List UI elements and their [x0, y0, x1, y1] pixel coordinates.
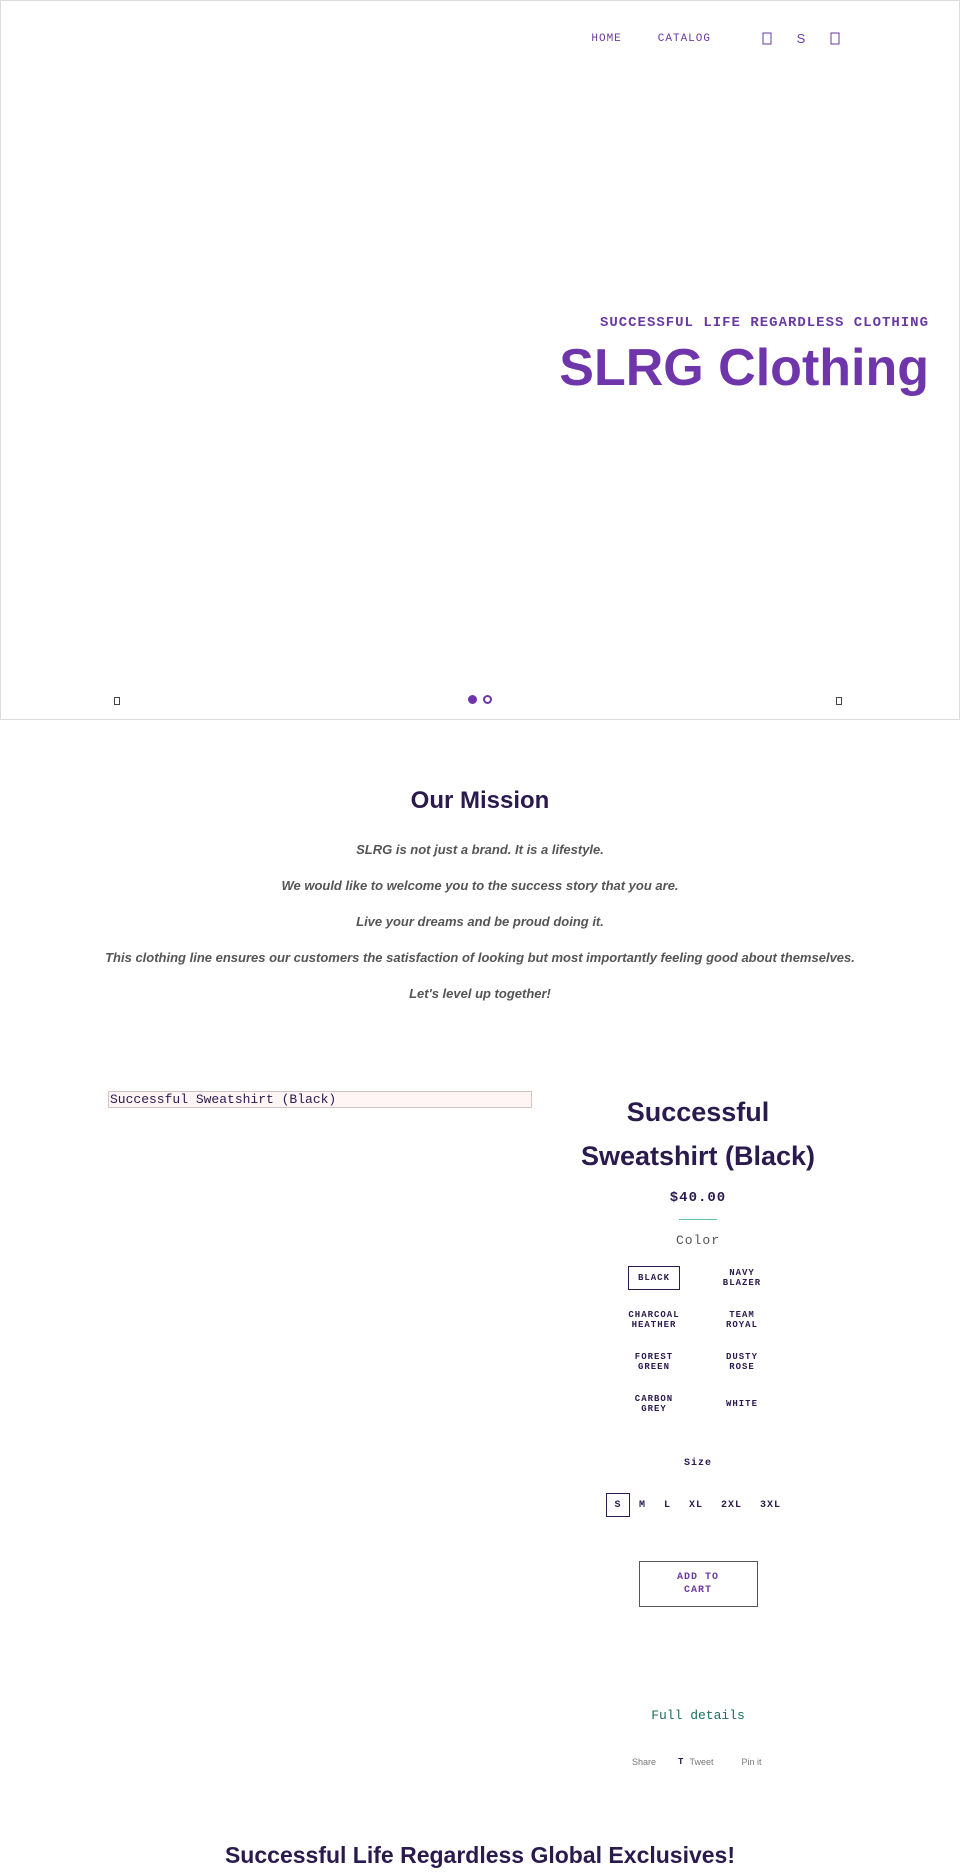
nav-catalog-link[interactable]: CATALOG [657, 32, 711, 45]
color-option-label: FOREST GREEN [634, 1352, 674, 1372]
nav-home-link[interactable]: HOME [591, 32, 622, 45]
mission-line: SLRG is not just a brand. It is a lifestyle. [356, 842, 604, 857]
hero-caption [559, 315, 929, 396]
add-to-cart-button[interactable] [639, 1561, 758, 1607]
hero-title: SLRG Clothing [559, 339, 929, 397]
color-options [560, 1266, 836, 1416]
product-title: Successful Sweatshirt (Black) [580, 1097, 816, 1171]
slide-dot-1[interactable] [468, 695, 477, 704]
mission-line: We would like to welcome you to the success story that you are. [281, 878, 679, 893]
user-icon[interactable] [753, 32, 781, 45]
color-option-carbon-grey[interactable] [610, 1392, 698, 1416]
slide-dot-2[interactable] [483, 695, 492, 704]
size-option-l[interactable]: L [663, 1499, 671, 1511]
color-option-label: DUSTY ROSE [725, 1352, 758, 1372]
hero-slideshow [0, 0, 960, 720]
slide-prev-arrow-icon[interactable] [114, 697, 124, 707]
pin-label: Pin it [741, 1757, 762, 1767]
product-image[interactable]: Successful Sweatshirt (Black) [108, 1091, 532, 1108]
mission-heading: Our Mission [410, 787, 550, 814]
cart-icon[interactable] [821, 32, 849, 45]
color-option-navy-blazer[interactable] [698, 1266, 786, 1290]
color-option-dusty-rose[interactable] [698, 1350, 786, 1374]
size-option-2xl[interactable]: 2XL [721, 1499, 743, 1511]
size-option-3xl[interactable]: 3XL [760, 1499, 782, 1511]
share-label: Share [632, 1757, 657, 1767]
color-option-black[interactable]: BLACK [628, 1266, 680, 1290]
add-to-cart-label: ADD TO CART [676, 1572, 719, 1596]
price-divider [679, 1219, 717, 1220]
mission-line: Let's level up together! [409, 986, 551, 1001]
color-option-label: CARBON GREY [634, 1394, 674, 1414]
share-facebook-button[interactable] [632, 1757, 656, 1767]
hero-subtitle: SUCCESSFUL LIFE REGARDLESS CLOTHING [599, 315, 929, 331]
size-option-s[interactable]: S [606, 1493, 630, 1517]
share-pinterest-button[interactable] [741, 1757, 761, 1767]
mission-line: This clothing line ensures our customers the satisfaction of looking but most importantly feeling good about themselves. [105, 950, 855, 965]
color-option-charcoal-heather[interactable] [610, 1308, 698, 1332]
color-option-white[interactable]: WHITE [725, 1399, 758, 1409]
currency-selector[interactable]: S [796, 31, 806, 46]
mission-section [0, 787, 960, 1001]
slide-dots [468, 695, 498, 704]
color-option-label: CHARCOAL HEATHER [628, 1310, 680, 1330]
size-label: Size [683, 1457, 712, 1469]
size-options [598, 1493, 798, 1517]
tweet-label: Tweet [689, 1757, 714, 1767]
product-details [560, 1090, 836, 1607]
share-twitter-button[interactable] [678, 1757, 713, 1767]
main-nav [591, 31, 849, 46]
size-option-xl[interactable]: XL [688, 1499, 703, 1511]
color-option-forest-green[interactable] [610, 1350, 698, 1374]
full-details-link[interactable]: Full details [651, 1708, 745, 1723]
size-option-m[interactable]: M [638, 1499, 646, 1511]
color-label: Color [675, 1233, 720, 1248]
mission-line: Live your dreams and be proud doing it. [356, 914, 604, 929]
exclusives-heading: Successful Life Regardless Global Exclusives! [224, 1842, 736, 1868]
color-option-label: TEAM ROYAL [725, 1310, 758, 1330]
color-option-label: NAVY BLAZER [722, 1268, 762, 1288]
twitter-icon: T [678, 1757, 684, 1767]
social-share [632, 1757, 783, 1767]
slide-next-arrow-icon[interactable] [836, 697, 846, 707]
color-option-team-royal[interactable] [698, 1308, 786, 1332]
product-price: $40.00 [669, 1190, 727, 1206]
